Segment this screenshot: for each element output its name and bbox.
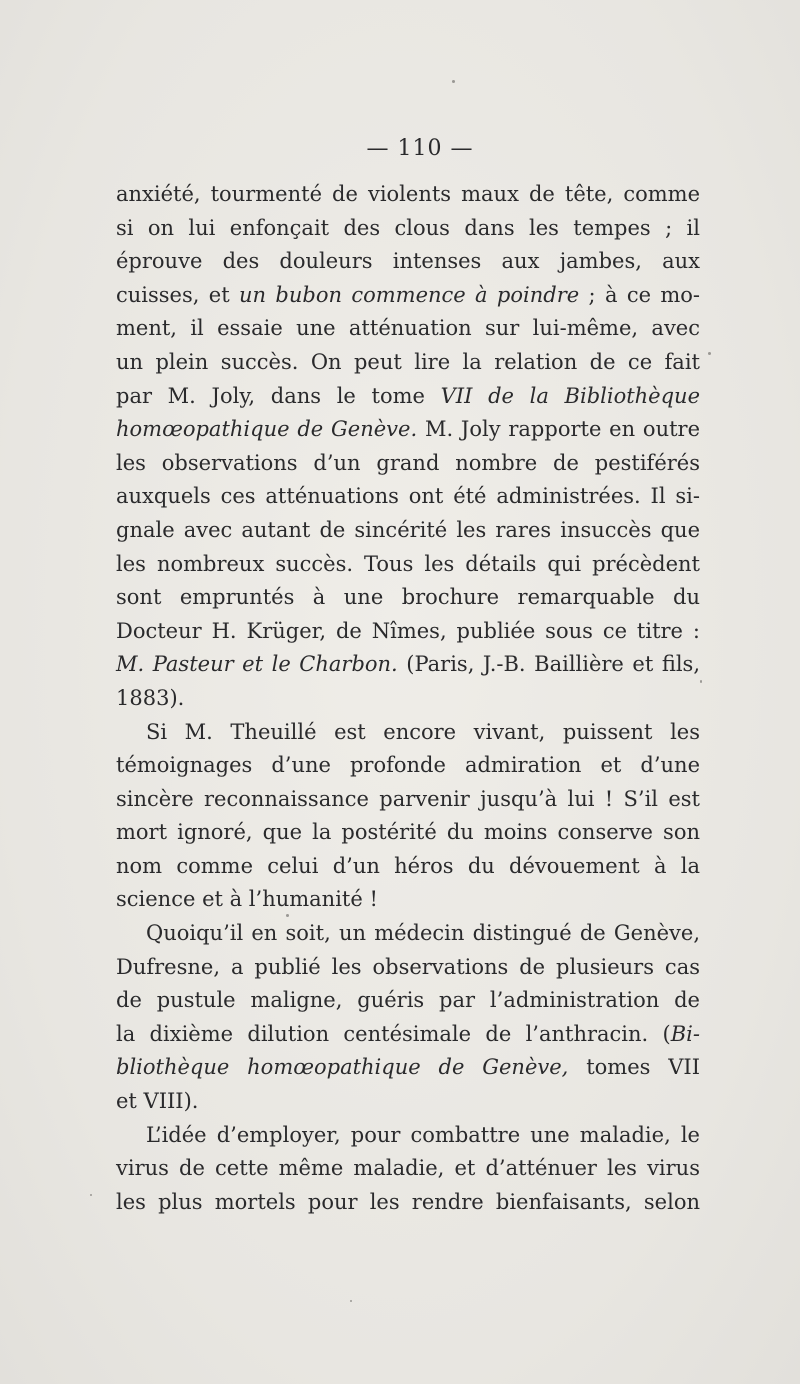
body-text [116, 178, 700, 1219]
text-line [116, 346, 700, 380]
paper-speck [286, 914, 289, 917]
text-line [116, 447, 700, 481]
text-run: Docteur H. Krüger, de Nîmes, publiée sous ce titre : [116, 618, 700, 643]
text-run: et VIII). [116, 1089, 199, 1114]
paragraph [116, 716, 700, 918]
text-line [116, 716, 700, 750]
paragraph [116, 1119, 700, 1220]
italic-text: un bubon commence à poindre [239, 282, 580, 307]
text-run: M. Joly rapporte en outre [417, 417, 701, 442]
text-line [116, 212, 700, 246]
text-line [116, 816, 700, 850]
text-run: gnale avec autant de sincérité les rares insuccès que [116, 517, 700, 542]
text-line [116, 1186, 700, 1220]
text-line [116, 279, 700, 313]
text-line [116, 783, 700, 817]
text-run: sont empruntés à une brochure remarquable du [116, 585, 700, 610]
text-run: tomes VII [568, 1055, 700, 1080]
page-number: — 110 — [366, 136, 474, 161]
text-run: anxiété, tourmenté de violents maux de tête, comme [116, 182, 700, 206]
text-line [116, 850, 700, 884]
text-run: nom comme celui d’un héros du dévouement à la [116, 853, 700, 878]
text-line [116, 1119, 700, 1153]
text-run: (Paris, J.-B. Baillière et fils, [397, 652, 700, 677]
paper-speck [350, 1300, 352, 1302]
text-run: cuisses, et [116, 282, 240, 307]
text-line [116, 1018, 700, 1052]
text-run: par M. Joly, dans le tome [116, 383, 441, 408]
text-line [116, 984, 700, 1018]
paper-speck [452, 80, 455, 83]
italic-text: VII de la Bibliothèque [440, 383, 701, 408]
text-line [116, 682, 700, 716]
text-line [116, 514, 700, 548]
text-run: si on lui enfonçait des clous dans les tempes ; il [116, 215, 700, 240]
text-line [116, 480, 700, 514]
text-run: sincère reconnaissance parvenir jusqu’à lui ! S’il est [116, 786, 700, 811]
text-line [116, 1152, 700, 1186]
text-run: la dixième dilution centésimale de l’anthracin. ( [116, 1021, 671, 1046]
text-line [116, 312, 700, 346]
text-line [116, 1051, 700, 1085]
text-line [116, 413, 700, 447]
text-line [116, 581, 700, 615]
text-line [116, 749, 700, 783]
text-run: les observations d’un grand nombre de pestiférés [116, 450, 700, 475]
text-line [116, 548, 700, 582]
paper-speck [708, 352, 711, 355]
paragraph [116, 917, 700, 1119]
text-run: un plein succès. On peut lire la relation de ce fait [116, 349, 700, 374]
text-run: éprouve des douleurs intenses aux jambes, aux [116, 249, 700, 274]
text-line [116, 245, 700, 279]
text-run: ; à ce mo- [579, 282, 701, 307]
text-run: 1883). [116, 685, 185, 710]
italic-text: homœopathique de Genève. [116, 417, 418, 442]
text-run: de pustule maligne, guéris par l’administration de [116, 988, 700, 1013]
text-run: ment, il essaie une atténuation sur lui-même, avec [116, 316, 700, 341]
italic-text: Bi- [670, 1021, 700, 1046]
italic-text: M. Pasteur et le Charbon. [116, 652, 398, 677]
text-run: science et à l’humanité ! [116, 887, 378, 912]
text-run: L’idée d’employer, pour combattre une maladie, le [146, 1122, 700, 1147]
paper-speck [90, 1194, 92, 1196]
text-line [116, 178, 700, 212]
text-line [116, 917, 700, 951]
paragraph [116, 178, 700, 716]
text-run: Quoiqu’il en soit, un médecin distingué de Genève, [146, 921, 700, 946]
text-run: Dufresne, a publié les observations de plusieurs cas [116, 954, 700, 979]
italic-text: bliothèque homœopathique de Genève, [116, 1055, 569, 1080]
text-run: les nombreux succès. Tous les détails qui précèdent [116, 551, 700, 576]
text-line [116, 951, 700, 985]
text-run: auxquels ces atténuations ont été administrées. Il si- [116, 484, 700, 509]
text-run: Si M. Theuillé est encore vivant, puissent les [146, 719, 700, 744]
text-run: les plus mortels pour les rendre bienfaisants, selon [116, 1189, 700, 1214]
text-line [116, 615, 700, 649]
text-run: mort ignoré, que la postérité du moins conserve son [116, 820, 700, 845]
text-line [116, 380, 700, 414]
text-line [116, 648, 700, 682]
text-run: virus de cette même maladie, et d’atténuer les virus [116, 1156, 700, 1181]
text-run: témoignages d’une profonde admiration et d’une [116, 753, 700, 778]
text-line [116, 883, 700, 917]
text-line [116, 1085, 700, 1119]
paper-speck [700, 680, 702, 683]
